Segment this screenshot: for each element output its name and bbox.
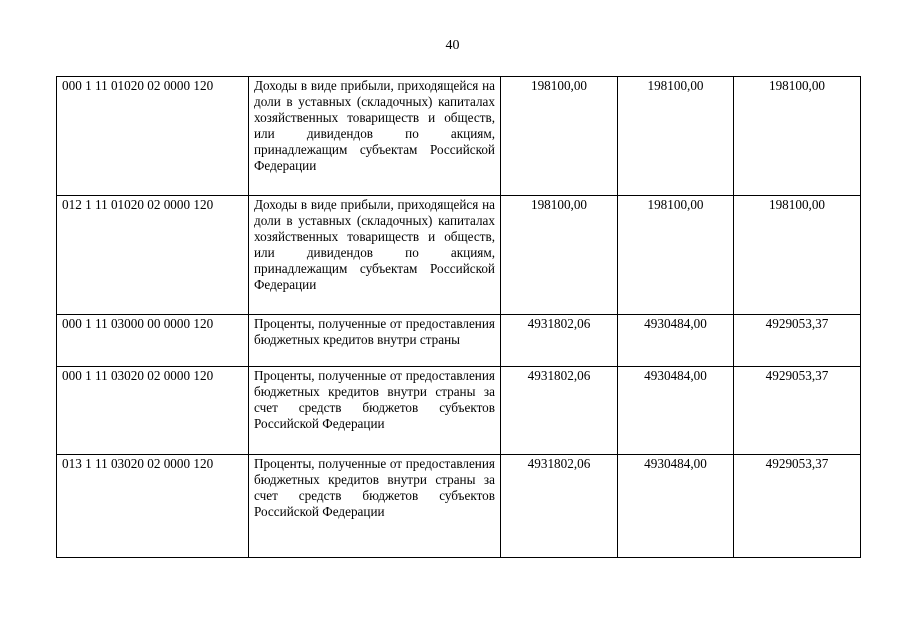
table-row	[57, 196, 861, 315]
budget-code-cell: 013 1 11 03020 02 0000 120	[57, 455, 249, 558]
amount-cell-year-2: 198100,00	[618, 77, 734, 196]
amount-cell-year-3: 4929053,37	[734, 455, 861, 558]
budget-code-cell: 000 1 11 03000 00 0000 120	[57, 315, 249, 367]
amount-cell-year-3: 4929053,37	[734, 315, 861, 367]
amount-cell-year-1: 4931802,06	[501, 315, 618, 367]
budget-code-cell: 012 1 11 01020 02 0000 120	[57, 196, 249, 315]
amount-cell-year-2: 4930484,00	[618, 455, 734, 558]
amount-cell-year-1: 198100,00	[501, 77, 618, 196]
amount-cell-year-1: 4931802,06	[501, 455, 618, 558]
amount-cell-year-1: 198100,00	[501, 196, 618, 315]
budget-code-cell: 000 1 11 01020 02 0000 120	[57, 77, 249, 196]
amount-cell-year-2: 4930484,00	[618, 367, 734, 455]
budget-code-cell: 000 1 11 03020 02 0000 120	[57, 367, 249, 455]
amount-cell-year-3: 4929053,37	[734, 367, 861, 455]
description-cell: Доходы в виде прибыли, приходящейся на доли в уставных (складочных) капиталах хозяйственных товариществ и обществ, или дивидендов по акциям, принадлежащим субъектам Российской Федерации	[249, 77, 501, 196]
amount-cell-year-2: 198100,00	[618, 196, 734, 315]
table-row	[57, 77, 861, 196]
table-row	[57, 367, 861, 455]
budget-revenue-table	[56, 76, 861, 558]
table-row	[57, 315, 861, 367]
page-number: 40	[445, 38, 460, 53]
amount-cell-year-1: 4931802,06	[501, 367, 618, 455]
table-row	[57, 455, 861, 558]
amount-cell-year-2: 4930484,00	[618, 315, 734, 367]
description-cell: Проценты, полученные от предоставления бюджетных кредитов внутри страны	[249, 315, 501, 367]
description-cell: Проценты, полученные от предоставления бюджетных кредитов внутри страны за счет средств бюджетов субъектов Российской Федерации	[249, 455, 501, 558]
amount-cell-year-3: 198100,00	[734, 77, 861, 196]
description-cell: Доходы в виде прибыли, приходящейся на доли в уставных (складочных) капиталах хозяйственных товариществ и обществ, или дивидендов по акциям, принадлежащим субъектам Российской Федерации	[249, 196, 501, 315]
description-cell: Проценты, полученные от предоставления бюджетных кредитов внутри страны за счет средств бюджетов субъектов Российской Федерации	[249, 367, 501, 455]
amount-cell-year-3: 198100,00	[734, 196, 861, 315]
